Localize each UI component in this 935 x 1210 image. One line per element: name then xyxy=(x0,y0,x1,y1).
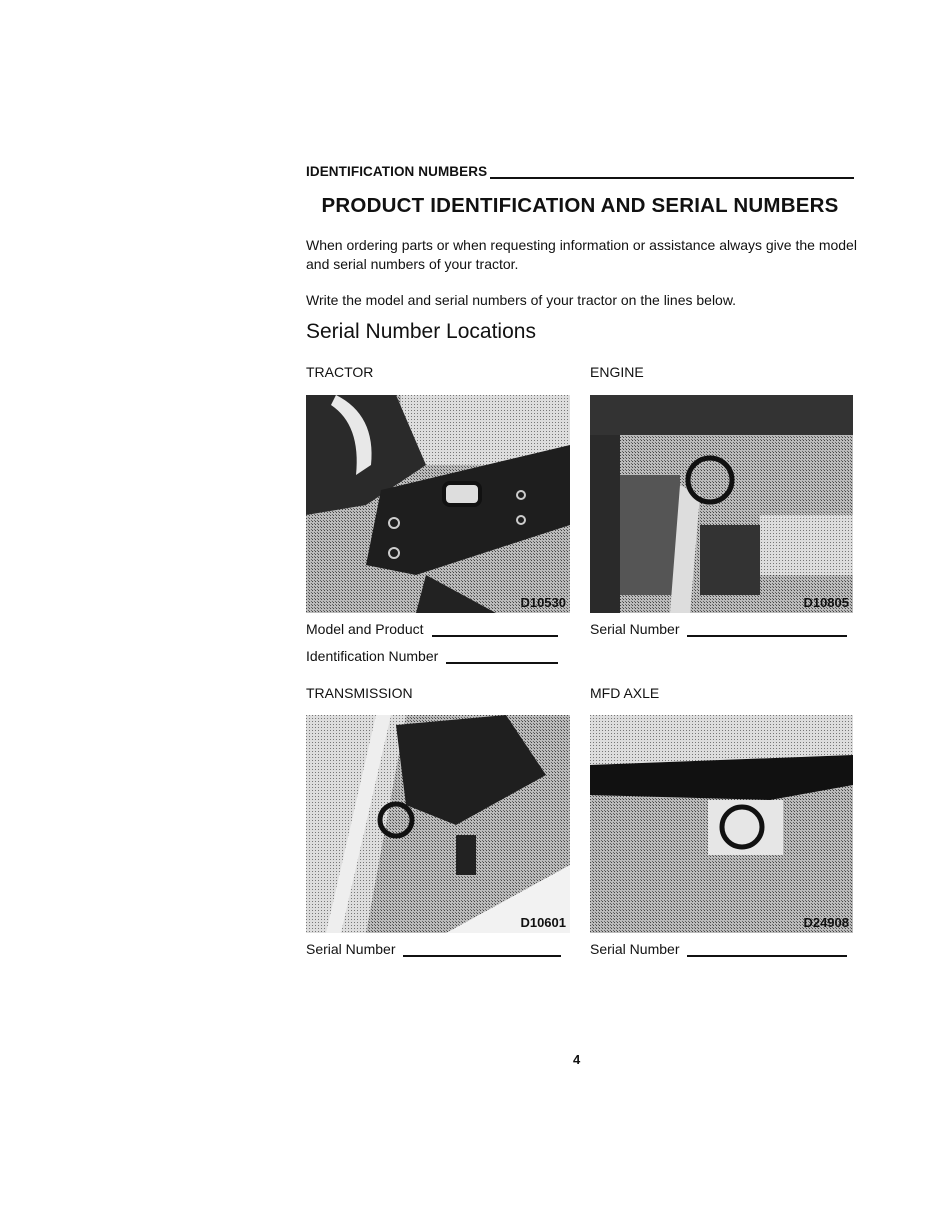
section-label: IDENTIFICATION NUMBERS xyxy=(306,164,488,179)
transmission-serial-field xyxy=(306,941,561,957)
image-code: D10601 xyxy=(520,915,566,930)
write-in-line[interactable] xyxy=(687,623,847,637)
tractor-image xyxy=(306,395,570,613)
tractor-photo xyxy=(306,395,570,613)
field-label: Model and Product xyxy=(306,621,424,637)
mfd-axle-image xyxy=(590,715,853,933)
page-number: 4 xyxy=(573,1052,581,1067)
figure-label-engine: ENGINE xyxy=(590,364,644,380)
transmission-photo xyxy=(306,715,570,933)
field-label: Serial Number xyxy=(590,621,680,637)
figure-label-tractor: TRACTOR xyxy=(306,364,374,380)
image-code: D10530 xyxy=(520,595,566,610)
write-in-line[interactable] xyxy=(687,943,847,957)
write-in-line[interactable] xyxy=(432,623,558,637)
write-in-line[interactable] xyxy=(403,943,561,957)
mfd-axle-serial-field xyxy=(590,941,847,957)
page-title: PRODUCT IDENTIFICATION AND SERIAL NUMBERS xyxy=(321,194,839,217)
transmission-image xyxy=(306,715,570,933)
subheading: Serial Number Locations xyxy=(306,320,536,343)
figure-label-mfd-axle: MFD AXLE xyxy=(590,685,660,701)
field-label: Serial Number xyxy=(306,941,396,957)
intro-paragraph-2: Write the model and serial numbers of your tractor on the lines below. xyxy=(306,292,737,308)
header-rule xyxy=(490,165,854,179)
engine-photo xyxy=(590,395,853,613)
intro-paragraph-1: When ordering parts or when requesting information or assistance always give the model and serial numbers of your tractor. xyxy=(306,237,857,272)
image-code: D10805 xyxy=(803,595,849,610)
image-code: D24908 xyxy=(803,915,849,930)
model-product-field xyxy=(306,621,558,637)
mfd-axle-photo xyxy=(590,715,853,933)
field-label: Serial Number xyxy=(590,941,680,957)
field-label: Identification Number xyxy=(306,648,439,664)
figure-label-transmission: TRANSMISSION xyxy=(306,685,413,701)
engine-serial-field xyxy=(590,621,847,637)
section-header xyxy=(306,164,854,179)
identification-number-field xyxy=(306,648,558,664)
write-in-line[interactable] xyxy=(446,650,558,664)
engine-image xyxy=(590,395,853,613)
